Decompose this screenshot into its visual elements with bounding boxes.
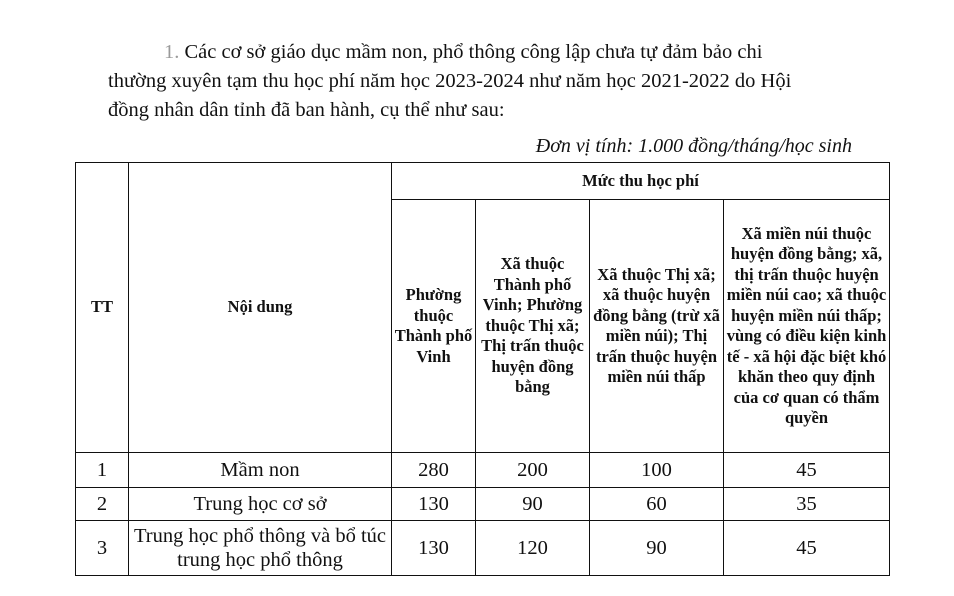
paragraph-line-3: đồng nhân dân tỉnh đã ban hành, cụ thể như sau: (108, 99, 505, 121)
header-row-group (76, 163, 890, 200)
header-fee-group: Mức thu học phí (392, 163, 890, 200)
row-value: 100 (590, 453, 724, 488)
row-value: 200 (476, 453, 590, 488)
header-col-commune-vinh: Xã thuộc Thành phố Vinh; Phường thuộc Thị xã; Thị trấn thuộc huyện đồng bằng (476, 200, 590, 453)
table-row (76, 488, 890, 521)
row-value: 45 (724, 453, 890, 488)
row-tt: 1 (76, 453, 129, 488)
row-value: 60 (590, 488, 724, 521)
item-marker: 1. (164, 41, 180, 63)
table-row (76, 453, 890, 488)
fee-table (75, 162, 890, 576)
row-value: 90 (590, 521, 724, 576)
row-name: Trung học phổ thông và bổ túc trung học phổ thông (129, 521, 392, 576)
paragraph-line-1: Các cơ sở giáo dục mầm non, phổ thông công lập chưa tự đảm bảo chi (184, 41, 763, 63)
intro-paragraph (108, 38, 868, 125)
header-tt: TT (76, 163, 129, 453)
row-name: Mầm non (129, 453, 392, 488)
table-row (76, 521, 890, 576)
row-value: 120 (476, 521, 590, 576)
unit-note: Đơn vị tính: 1.000 đồng/tháng/học sinh (535, 135, 852, 157)
row-tt: 2 (76, 488, 129, 521)
row-value: 130 (392, 488, 476, 521)
header-col-commune-town: Xã thuộc Thị xã; xã thuộc huyện đồng bằng (trừ xã miền núi); Thị trấn thuộc huyện miền núi thấp (590, 200, 724, 453)
row-value: 280 (392, 453, 476, 488)
header-col-mountain: Xã miền núi thuộc huyện đồng bằng; xã, thị trấn thuộc huyện miền núi cao; xã thuộc huyện miền núi thấp; vùng có điều kiện kinh tế - xã hội đặc biệt khó khăn theo quy định của cơ quan có thẩm quyền (724, 200, 890, 453)
row-name: Trung học cơ sở (129, 488, 392, 521)
row-value: 130 (392, 521, 476, 576)
row-value: 45 (724, 521, 890, 576)
row-value: 90 (476, 488, 590, 521)
row-tt: 3 (76, 521, 129, 576)
header-col-ward-vinh: Phường thuộc Thành phố Vinh (392, 200, 476, 453)
row-value: 35 (724, 488, 890, 521)
paragraph-line-2: thường xuyên tạm thu học phí năm học 2023-2024 như năm học 2021-2022 do Hội (108, 70, 792, 92)
header-content: Nội dung (129, 163, 392, 453)
